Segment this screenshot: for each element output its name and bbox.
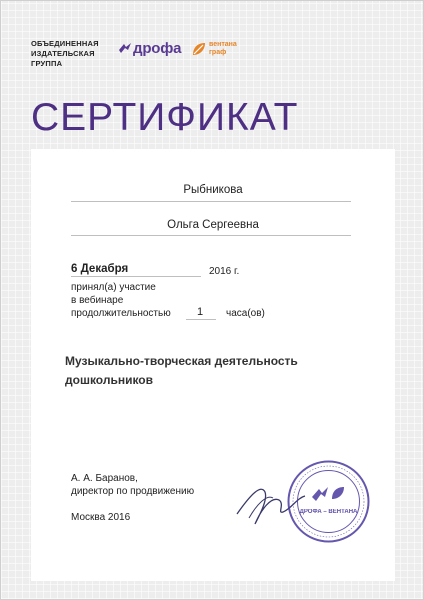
signatory-block: [71, 472, 194, 498]
webinar-year: 2016 г.: [209, 266, 240, 277]
surname-underline: [71, 201, 351, 202]
place-and-year: Москва 2016: [71, 512, 131, 523]
duration-underline: [186, 319, 216, 320]
stamp-label: ДРОФА – ВЕНТАНА: [299, 509, 358, 515]
name-underline: [71, 235, 351, 236]
certificate-title: СЕРТИФИКАТ: [31, 96, 299, 139]
ventana-logo-line-1: вентана: [209, 41, 237, 48]
recipient-surname: Рыбникова: [183, 184, 243, 196]
signatory-name: А. А. Баранов,: [71, 473, 138, 484]
duration-value: 1: [197, 306, 204, 318]
publisher-name: [31, 39, 99, 69]
duration-label: продолжительностью: [71, 308, 171, 319]
publisher-line-2: ИЗДАТЕЛЬСКАЯ: [31, 49, 95, 58]
publisher-line-1: ОБЪЕДИНЕННАЯ: [31, 39, 99, 48]
drofa-logo-text: дрофа: [133, 39, 182, 57]
publisher-stamp: [286, 459, 371, 544]
signatory-position: директор по продвижению: [71, 486, 195, 497]
ventana-logo: [191, 37, 237, 61]
publisher-line-3: ГРУППА: [31, 59, 63, 68]
webinar-date: 6 Декабря: [71, 263, 129, 275]
recipient-name: Ольга Сергеевна: [167, 219, 259, 231]
ventana-logo-line-2: граф: [209, 49, 227, 56]
participation-line-1: принял(а) участие: [71, 282, 156, 293]
ventana-logo-text: [209, 41, 237, 57]
webinar-title: Музыкально-творческая деятельность дошкольников: [65, 354, 298, 387]
date-underline: [71, 276, 201, 277]
participation-line-2: в вебинаре: [71, 295, 124, 306]
duration-unit: часа(ов): [226, 308, 265, 319]
drofa-bird-icon: [118, 41, 132, 55]
drofa-logo: [118, 37, 181, 59]
certificate-body: [31, 149, 395, 581]
ventana-leaf-icon: [191, 41, 207, 57]
